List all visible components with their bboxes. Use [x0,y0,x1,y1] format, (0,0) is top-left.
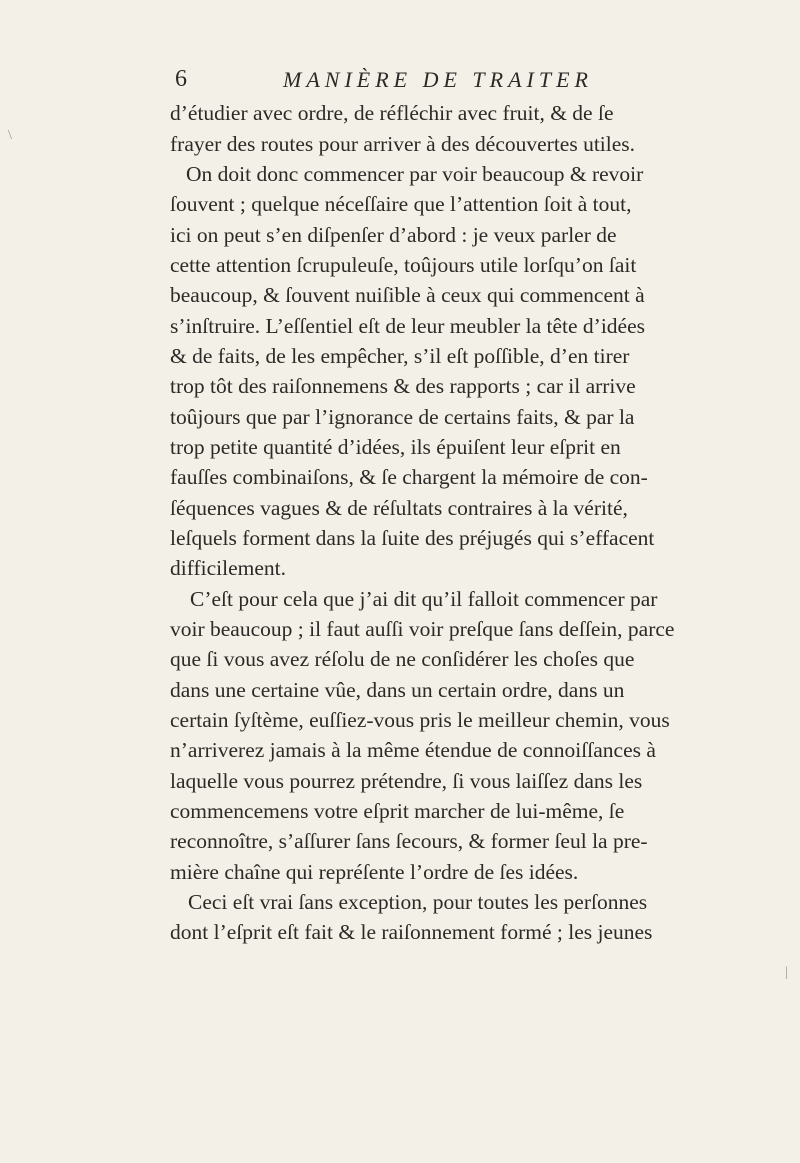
text-line: toûjours que par l’ignorance de certains faits, & par la [170,405,635,429]
text-line: On doit donc commencer par voir beaucoup & revoir [186,162,644,186]
text-line: d’étudier avec ordre, de réfléchir avec fruit, & de ſe [170,101,614,125]
text-line: ici on peut s’en diſpenſer d’abord : je veux parler de [170,223,617,247]
text-line: Ceci eſt vrai ſans exception, pour toutes les perſonnes [188,890,648,914]
text-line: laquelle vous pourrez prétendre, ſi vous laiſſez dans les [170,769,643,793]
page-number: 6 [175,66,187,92]
text-line: ſouvent ; quelque néceſſaire que l’attention ſoit à tout, [170,192,632,216]
text-line: certain ſyſtème, euſſiez-vous pris le meilleur chemin, vous [170,708,670,732]
text-line: leſquels forment dans la ſuite des préjugés qui s’effacent [170,526,655,550]
text-line: s’inſtruire. L’eſſentiel eſt de leur meubler la tête d’idées [170,314,646,338]
text-line: commencemens votre eſprit marcher de lui-même, ſe [170,799,625,823]
margin-mark: \ [8,128,12,143]
text-line: dont l’eſprit eſt fait & le raiſonnement formé ; les jeunes [170,920,653,944]
margin-mark: | [785,965,788,980]
text-line: & de faits, de les empêcher, s’il eſt poſſible, d’en tirer [170,344,630,368]
text-line: difficilement. [170,556,287,580]
text-line: reconnoître, s’aſſurer ſans ſecours, & former ſeul la pre- [170,829,648,853]
text-line: beaucoup, & ſouvent nuiſible à ceux qui commencent à [170,283,645,307]
text-line: fauſſes combinaiſons, & ſe chargent la mémoire de con- [170,465,648,489]
page-header [175,66,635,100]
text-line: trop petite quantité d’idées, ils épuiſent leur eſprit en [170,435,621,459]
text-line: voir beaucoup ; il faut auſſi voir preſque ſans deſſein, parce [170,617,675,641]
text-line: frayer des routes pour arriver à des découvertes utiles. [170,132,636,156]
text-line: cette attention ſcrupuleuſe, toûjours utile lorſqu’on ſait [170,253,637,277]
running-head: MANIÈRE DE TRAITER [283,67,593,92]
text-line: dans une certaine vûe, dans un certain ordre, dans un [170,678,625,702]
text-line: n’arriverez jamais à la même étendue de connoiſſances à [170,738,656,762]
text-line: ſéquences vagues & de réſultats contraires à la vérité, [170,496,628,520]
text-line: que ſi vous avez réſolu de ne conſidérer les choſes que [170,647,635,671]
text-line: trop tôt des raiſonnemens & des rapports ; car il arrive [170,374,636,398]
text-line: mière chaîne qui repréſente l’ordre de ſes idées. [170,860,579,884]
text-line: C’eſt pour cela que j’ai dit qu’il falloit commencer par [190,587,658,611]
